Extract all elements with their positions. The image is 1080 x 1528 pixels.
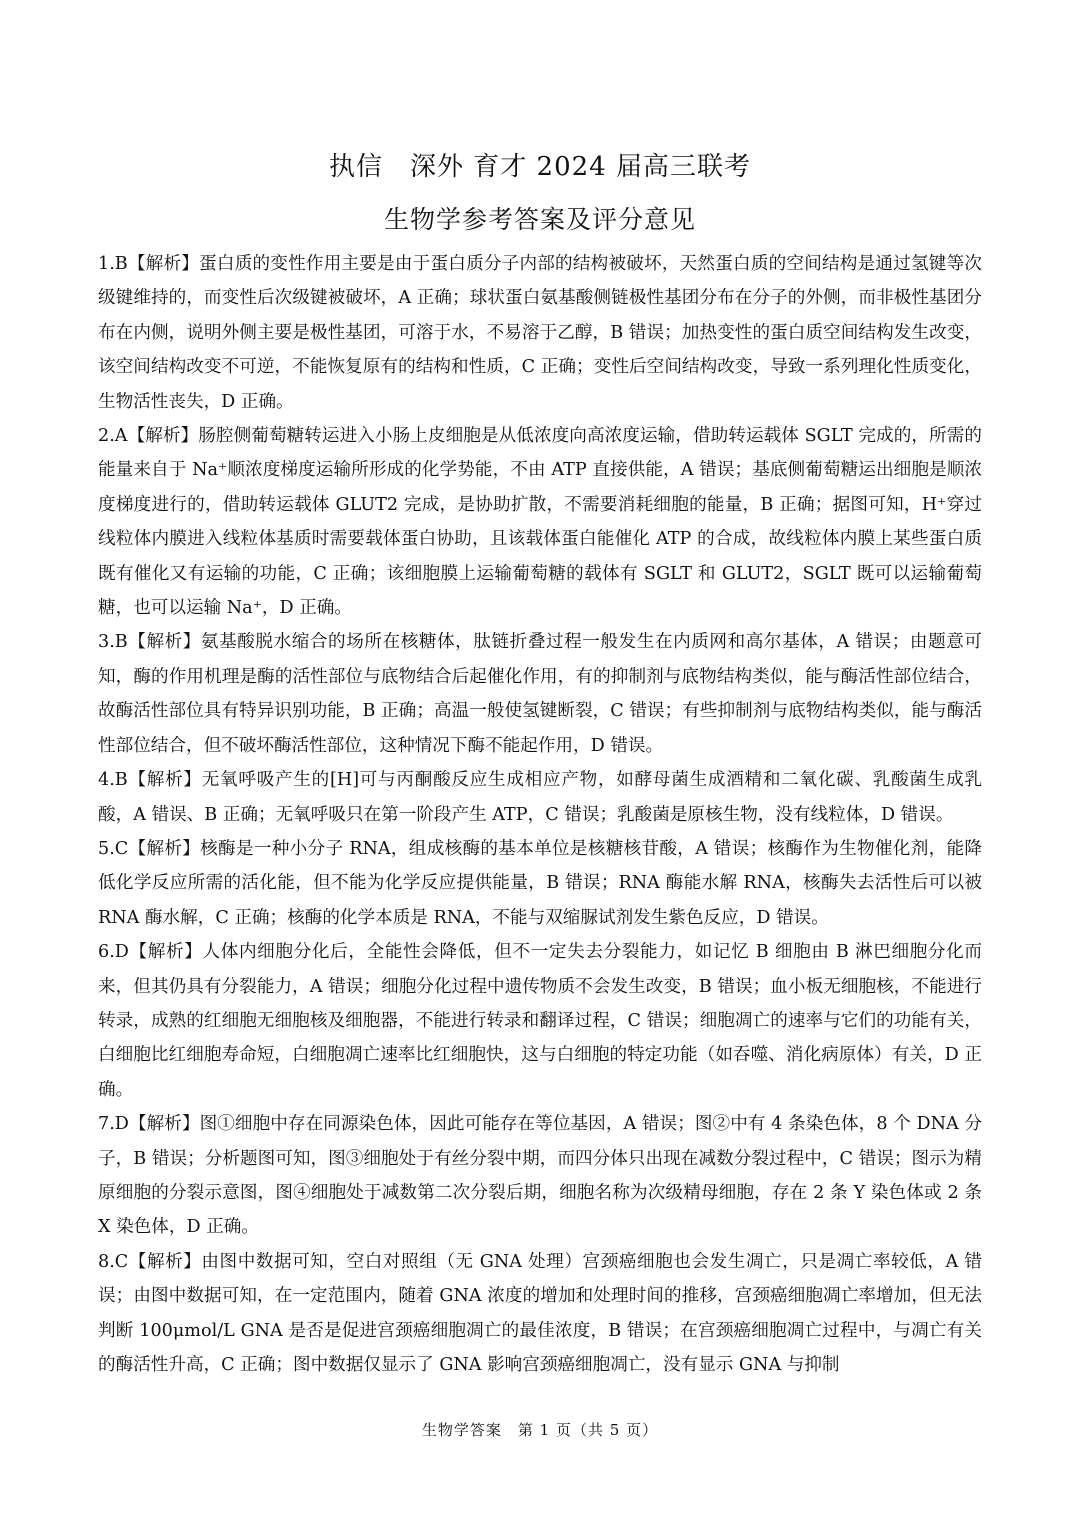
answer-item-7: 7.D【解析】图①细胞中存在同源染色体，因此可能存在等位基因，A 错误；图②中有 4 条染色体，8 个 DNA 分子，B 错误；分析题图可知，图③细胞处于有丝分裂中期，而四分体只出现在减数分裂过程中，C 错误；图示为精原细胞的分裂示意图，图④细胞处于减数第二次分裂后期，细胞名称为次级精母细胞，存在 2 条 Y 染色体或 2 条 X 染色体，D 正确。 — [98, 1114, 982, 1238]
page-title: 执信 深外 育才 2024 届高三联考 — [329, 152, 751, 182]
answer-item-6: 6.D【解析】人体内细胞分化后，全能性会降低，但不一定失去分裂能力，如记忆 B 细胞由 B 淋巴细胞分化而来，但其仍具有分裂能力，A 错误；细胞分化过程中遗传物质不会发生改变，B 错误；血小板无细胞核，不能进行转录，成熟的红细胞无细胞核及细胞器，不能进行转录和翻译过程，C 错误；细胞凋亡的速率与它们的功能有关，白细胞比红细胞寿命短，白细胞凋亡速率比红细胞快，这与白细胞的特定功能（如吞噬、消化病原体）有关，D 正确。 — [98, 942, 982, 1100]
answer-item-4: 4.B【解析】无氧呼吸产生的[H]可与丙酮酸反应生成相应产物，如酵母菌生成酒精和二氧化碳、乳酸菌生成乳酸，A 错误、B 正确；无氧呼吸只在第一阶段产生 ATP，C 错误；乳酸菌是原核生物，没有线粒体，D 错误。 — [98, 770, 982, 825]
answer-list — [98, 247, 982, 1382]
page-footer: 生物学答案 第 1 页（共 5 页） — [421, 1421, 659, 1439]
answer-item-3: 3.B【解析】氨基酸脱水缩合的场所在核糖体，肽链折叠过程一般发生在内质网和高尔基体，A 错误；由题意可知，酶的作用机理是酶的活性部位与底物结合后起催化作用，有的抑制剂与底物结构类似，能与酶活性部位结合，故酶活性部位具有特异识别功能，B 正确；高温一般使氢键断裂，C 错误；有些抑制剂与底物结构类似，能与酶活性部位结合，但不破坏酶活性部位，这种情况下酶不能起作用，D 错误。 — [98, 632, 982, 756]
answer-item-2: 2.A【解析】肠腔侧葡萄糖转运进入小肠上皮细胞是从低浓度向高浓度运输，借助转运载体 SGLT 完成的，所需的能量来自于 Na⁺顺浓度梯度运输所形成的化学势能，不由 ATP 直接供能，A 错误；基底侧葡萄糖运出细胞是顺浓度梯度进行的，借助转运载体 GLUT2 完成，是协助扩散，不需要消耗细胞的能量，B 正确；据图可知，H⁺穿过线粒体内膜进入线粒体基质时需要载体蛋白协助，且该载体蛋白能催化 ATP 的合成，故线粒体内膜上某些蛋白质既有催化又有运输的功能，C 正确；该细胞膜上运输葡萄糖的载体有 SGLT 和 GLUT2，SGLT 既可以运输葡萄糖，也可以运输 Na⁺，D 正确。 — [98, 426, 982, 619]
answer-item-8: 8.C【解析】由图中数据可知，空白对照组（无 GNA 处理）宫颈癌细胞也会发生凋亡，只是凋亡率较低，A 错误；由图中数据可知，在一定范围内，随着 GNA 浓度的增加和处理时间的推移，宫颈癌细胞凋亡率增加，但无法判断 100μmol/L GNA 是否是促进宫颈癌细胞凋亡的最佳浓度，B 错误；在宫颈癌细胞凋亡过程中，与凋亡有关的酶活性升高，C 正确；图中数据仅显示了 GNA 影响宫颈癌细胞凋亡，没有显示 GNA 与抑制 — [98, 1251, 982, 1375]
answer-item-1: 1.B【解析】蛋白质的变性作用主要是由于蛋白质分子内部的结构被破坏，天然蛋白质的空间结构是通过氢键等次级键维持的，而变性后次级键被破坏，A 正确；球状蛋白氨基酸侧链极性基团分布在分子的外侧，而非极性基团分布在内侧，说明外侧主要是极性基团，可溶于水，不易溶于乙醇，B 错误；加热变性的蛋白质空间结构发生改变，该空间结构改变不可逆，不能恢复原有的结构和性质，C 正确；变性后空间结构改变，导致一系列理化性质变化，生物活性丧失，D 正确。 — [98, 254, 982, 412]
answer-item-5: 5.C【解析】核酶是一种小分子 RNA，组成核酶的基本单位是核糖核苷酸，A 错误；核酶作为生物催化剂，能降低化学反应所需的活化能，但不能为化学反应提供能量，B 错误；RNA 酶能水解 RNA，核酶失去活性后可以被 RNA 酶水解，C 正确；核酶的化学本质是 RNA，不能与双缩脲试剂发生紫色反应，D 错误。 — [98, 838, 982, 928]
page-subtitle: 生物学参考答案及评分意见 — [383, 205, 696, 234]
